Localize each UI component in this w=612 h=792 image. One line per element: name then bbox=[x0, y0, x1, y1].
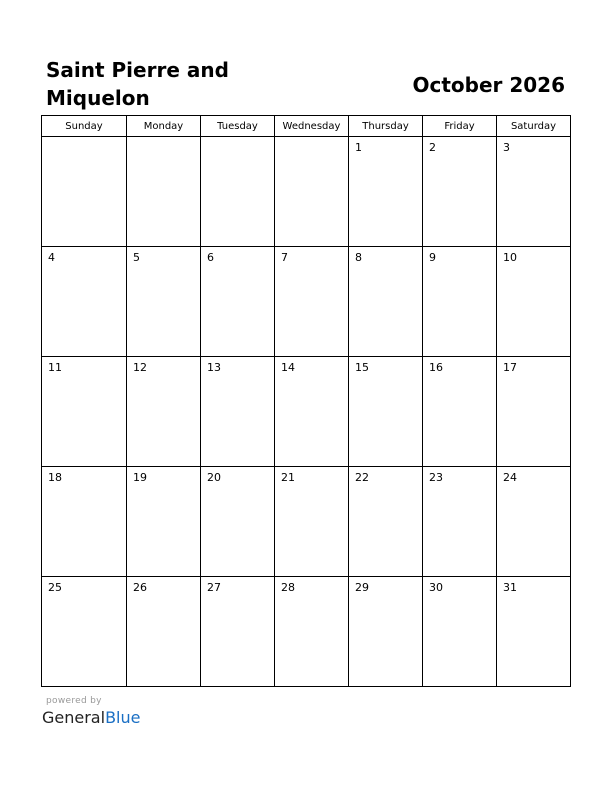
day-cell bbox=[127, 247, 201, 357]
day-number: 16 bbox=[429, 361, 443, 374]
day-number: 27 bbox=[207, 581, 221, 594]
day-cell bbox=[127, 357, 201, 467]
day-cell bbox=[423, 357, 497, 467]
day-cell bbox=[127, 577, 201, 687]
day-number bbox=[127, 137, 200, 141]
brand-blue-text: Blue bbox=[105, 708, 141, 727]
day-number: 31 bbox=[503, 581, 517, 594]
day-cell bbox=[201, 357, 275, 467]
day-number: 9 bbox=[429, 251, 436, 264]
day-cell bbox=[497, 577, 571, 687]
day-number: 24 bbox=[503, 471, 517, 484]
day-number: 5 bbox=[133, 251, 140, 264]
day-cell bbox=[423, 467, 497, 577]
empty-day-cell bbox=[275, 137, 349, 247]
weekday-sunday: Sunday bbox=[42, 116, 127, 137]
day-cell bbox=[349, 577, 423, 687]
day-number: 10 bbox=[503, 251, 517, 264]
day-cell bbox=[497, 467, 571, 577]
generalblue-logo bbox=[42, 708, 140, 728]
day-number: 25 bbox=[48, 581, 62, 594]
day-number: 8 bbox=[355, 251, 362, 264]
day-cell bbox=[423, 577, 497, 687]
week-row bbox=[42, 467, 571, 577]
day-number: 11 bbox=[48, 361, 62, 374]
day-number: 22 bbox=[355, 471, 369, 484]
day-cell bbox=[423, 247, 497, 357]
day-cell bbox=[497, 357, 571, 467]
day-cell bbox=[349, 467, 423, 577]
day-number: 15 bbox=[355, 361, 369, 374]
brand-general-text: General bbox=[42, 708, 106, 727]
day-cell bbox=[497, 137, 571, 247]
day-cell bbox=[201, 577, 275, 687]
day-number: 20 bbox=[207, 471, 221, 484]
day-cell bbox=[275, 577, 349, 687]
day-cell bbox=[42, 467, 127, 577]
week-row bbox=[42, 247, 571, 357]
country-title: Saint Pierre and Miquelon bbox=[46, 58, 229, 110]
day-cell bbox=[275, 247, 349, 357]
day-number: 13 bbox=[207, 361, 221, 374]
weekday-monday: Monday bbox=[127, 116, 201, 137]
day-number: 23 bbox=[429, 471, 443, 484]
day-number: 26 bbox=[133, 581, 147, 594]
empty-day-cell bbox=[42, 137, 127, 247]
day-cell bbox=[201, 467, 275, 577]
day-number: 4 bbox=[48, 251, 55, 264]
day-number bbox=[201, 137, 274, 141]
day-number: 28 bbox=[281, 581, 295, 594]
calendar-grid bbox=[41, 115, 571, 687]
day-cell bbox=[423, 137, 497, 247]
week-row bbox=[42, 357, 571, 467]
day-cell bbox=[349, 357, 423, 467]
day-number: 6 bbox=[207, 251, 214, 264]
week-row bbox=[42, 137, 571, 247]
day-cell bbox=[275, 357, 349, 467]
day-number: 3 bbox=[503, 141, 510, 154]
day-number: 1 bbox=[355, 141, 362, 154]
day-cell bbox=[127, 467, 201, 577]
day-number: 12 bbox=[133, 361, 147, 374]
day-number: 18 bbox=[48, 471, 62, 484]
day-cell bbox=[42, 247, 127, 357]
day-cell bbox=[42, 357, 127, 467]
day-number: 29 bbox=[355, 581, 369, 594]
weekday-tuesday: Tuesday bbox=[201, 116, 275, 137]
day-number: 30 bbox=[429, 581, 443, 594]
day-cell bbox=[497, 247, 571, 357]
day-number: 14 bbox=[281, 361, 295, 374]
month-year-title: October 2026 bbox=[412, 73, 565, 97]
day-cell bbox=[349, 137, 423, 247]
day-number: 17 bbox=[503, 361, 517, 374]
weekday-friday: Friday bbox=[423, 116, 497, 137]
day-cell bbox=[349, 247, 423, 357]
day-cell bbox=[275, 467, 349, 577]
empty-day-cell bbox=[201, 137, 275, 247]
day-number: 2 bbox=[429, 141, 436, 154]
footer-branding bbox=[42, 696, 140, 728]
weekday-saturday: Saturday bbox=[497, 116, 571, 137]
weekday-wednesday: Wednesday bbox=[275, 116, 349, 137]
day-number bbox=[275, 137, 348, 141]
day-number bbox=[42, 137, 126, 141]
week-row bbox=[42, 577, 571, 687]
powered-by-label: powered by bbox=[46, 696, 102, 706]
day-number: 19 bbox=[133, 471, 147, 484]
day-cell bbox=[42, 577, 127, 687]
weekday-header-row bbox=[42, 116, 571, 137]
empty-day-cell bbox=[127, 137, 201, 247]
day-number: 7 bbox=[281, 251, 288, 264]
weekday-thursday: Thursday bbox=[349, 116, 423, 137]
day-cell bbox=[201, 247, 275, 357]
day-number: 21 bbox=[281, 471, 295, 484]
